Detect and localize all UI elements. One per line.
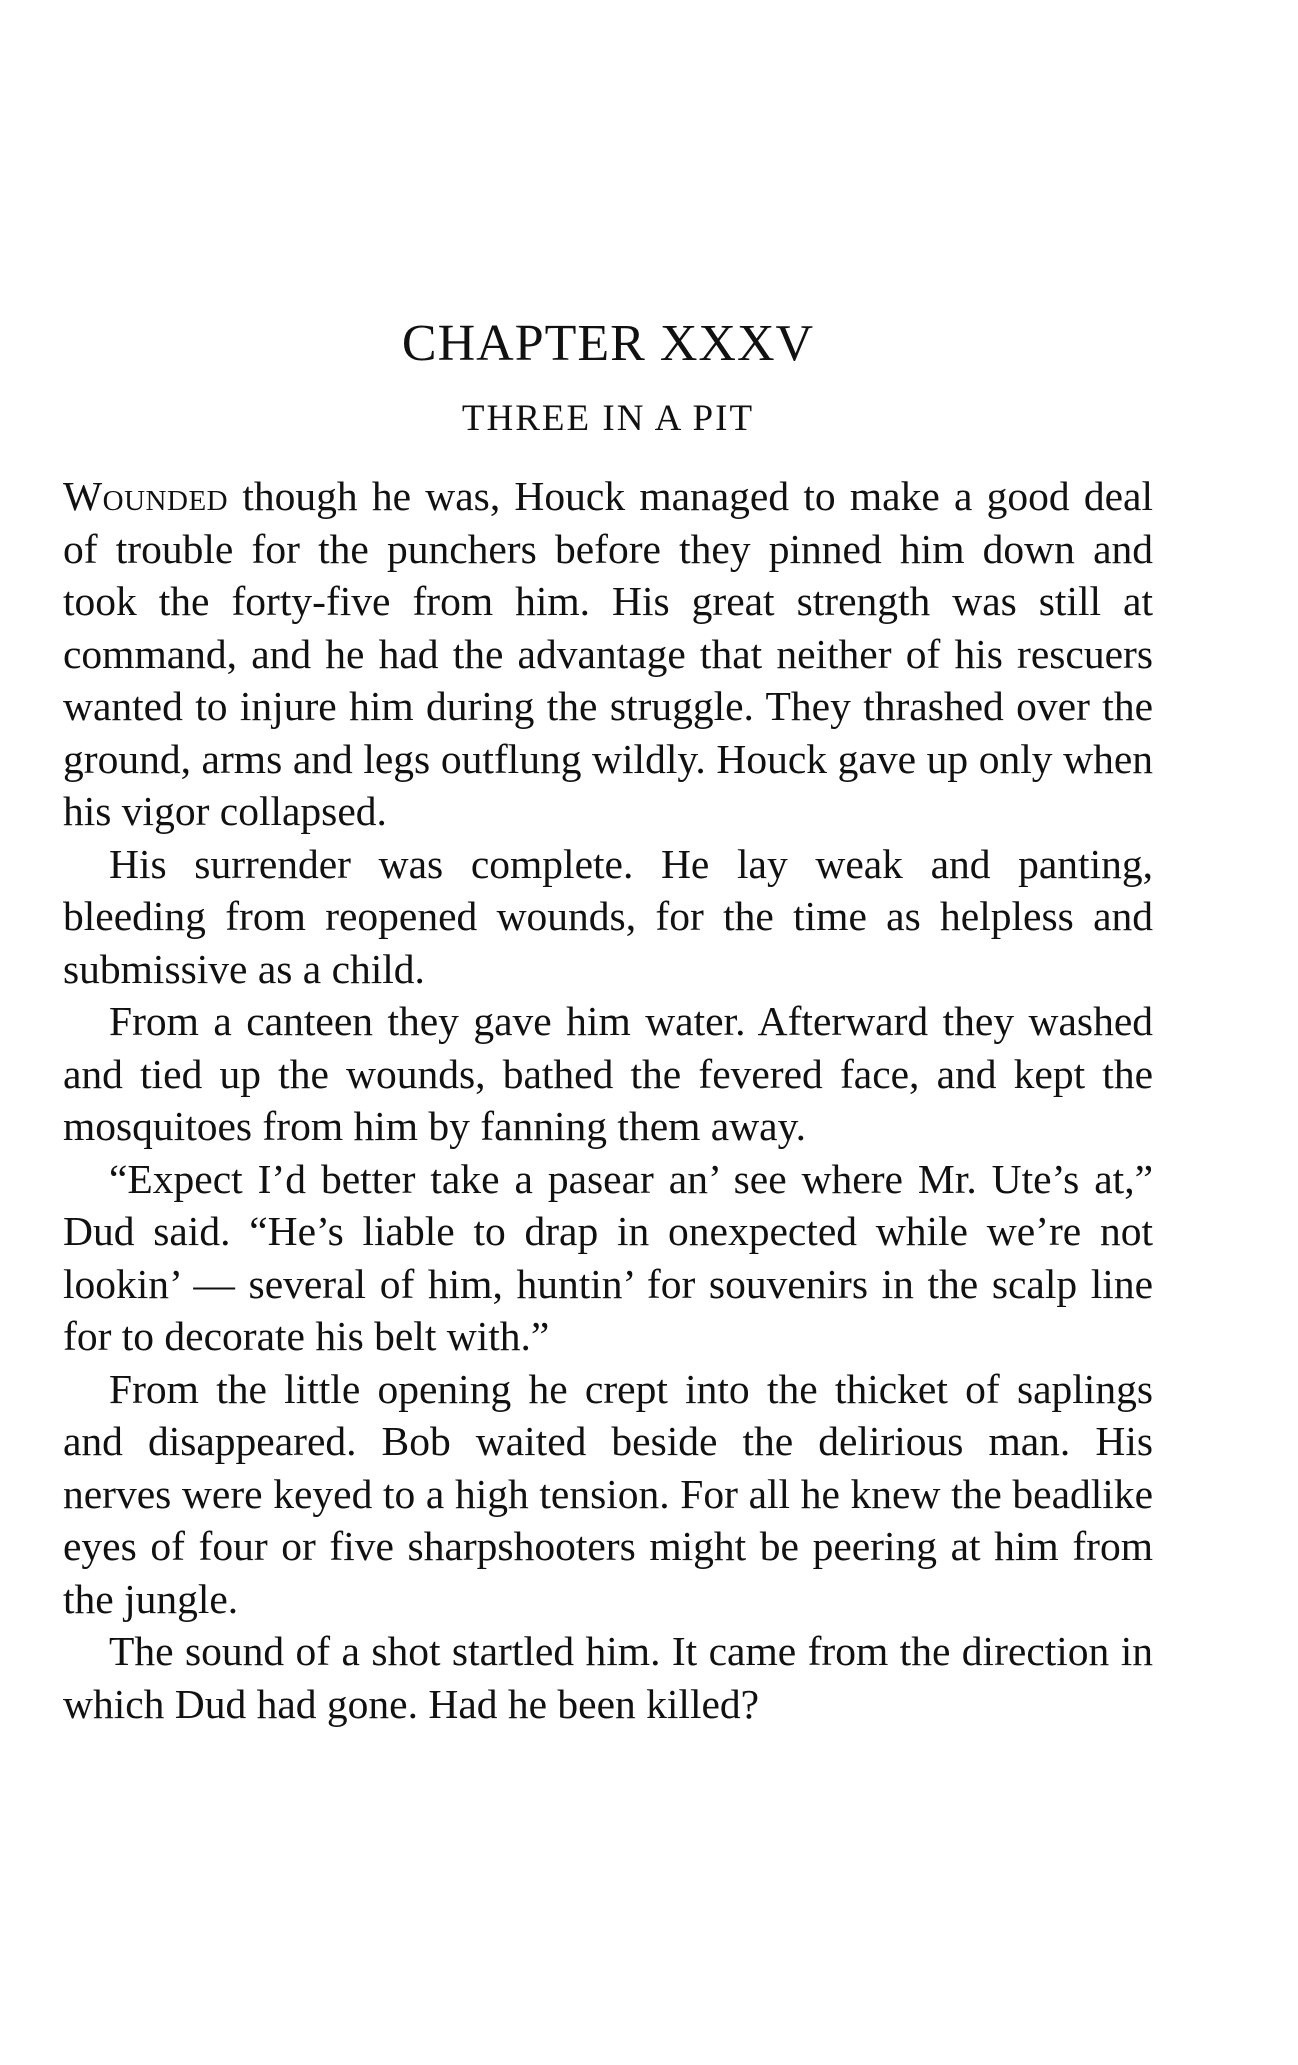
paragraph-2: His surrender was complete. He lay weak and panting, bleeding from reopened wounds, for the time as helpless and submissive as a child. — [63, 840, 1153, 992]
paragraph-3: From a canteen they gave him water. Afterward they washed and tied up the wounds, bathed the fevered face, and kept the mosquitoes from him by fanning them away. — [63, 998, 1153, 1149]
paragraph-6: The sound of a shot startled him. It came from the direction in which Dud had gone. Had he been killed? — [63, 1628, 1153, 1727]
chapter-body — [63, 470, 1153, 1730]
paragraph-1 — [63, 470, 1153, 838]
paragraph-5: From the little opening he crept into the thicket of saplings and disappeared. Bob waited beside the delirious man. His nerves were keyed to a high tension. For all he knew the beadlike eyes of four or five sharpshooters might be peering at him from the jungle. — [63, 1365, 1153, 1622]
paragraph-4: “Expect I’d better take a pasear an’ see where Mr. Ute’s at,” Dud said. “He’s liable to drap in onexpected while we’re not lookin’ — several of him, huntin’ for souvenirs in the scalp line for to decorate his belt with.” — [63, 1155, 1153, 1359]
book-page — [63, 0, 1153, 2065]
opening-word: Wounded — [63, 473, 229, 519]
paragraph-text: though he was, Houck managed to make a good deal of trouble for the punchers before they pinned him down and took the forty-five from him. His great strength was still at command, and he had the advantage that neither of his rescuers wanted to injure him during the struggle. They thrashed over the ground, arms and legs outflung wildly. Houck gave up only when his vigor collapsed. — [63, 473, 1153, 834]
chapter-title: THREE IN A PIT — [461, 398, 755, 439]
chapter-number: CHAPTER XXXV — [401, 315, 815, 372]
